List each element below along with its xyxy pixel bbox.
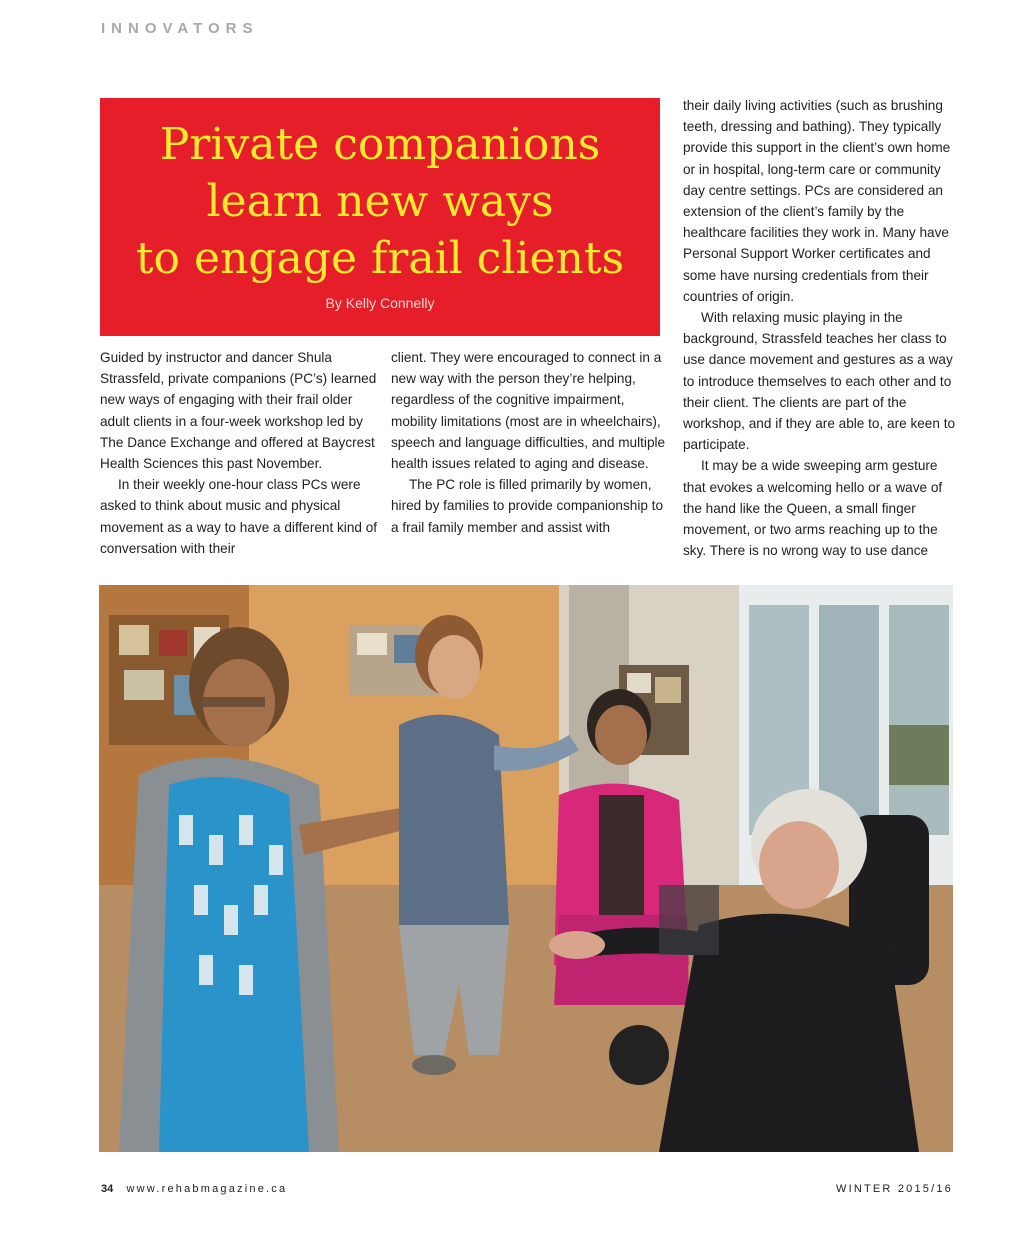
- paragraph: The PC role is filled primarily by women, hired by families to provide companionship to a frail family member and assist with: [391, 477, 664, 535]
- title-line-3: to engage frail clients: [135, 233, 625, 284]
- section-label: INNOVATORS: [101, 20, 259, 37]
- paragraph: their daily living activities (such as brushing teeth, dressing and bathing). They typically provide this support in the client’s own home or in hospital, long-term care or community day centre settings. PCs are considered an extension of the client’s family by the healthcare facilities they work in. Many have Personal Support Worker certificates and some have nursing credentials from their countries of origin.: [683, 98, 951, 304]
- title-box: [100, 98, 660, 336]
- paragraph: With relaxing music playing in the background, Strassfeld teaches her class to use dance movement and gestures as a way to introduce themselves to each other and to their client. The clients are part of the workshop, and if they are able to, are keen to participate.: [683, 310, 956, 453]
- article-title: [100, 98, 660, 287]
- page-number: 34: [101, 1183, 114, 1195]
- paragraph: Guided by instructor and dancer Shula Strassfeld, private companions (PC’s) learned new ways of engaging with their frail older adult clients in a four-week workshop led by The Dance Exchange and offered at Baycrest Health Sciences this past November.: [100, 350, 377, 472]
- title-line-1: Private companions: [159, 119, 601, 170]
- footer-issue: WINTER 2015/16: [835, 1183, 953, 1195]
- photo-illustration: [99, 585, 953, 1152]
- text-column-3: [683, 95, 963, 561]
- text-column-2: [391, 347, 671, 538]
- title-line-2: learn new ways: [206, 176, 554, 227]
- text-column-1: [100, 347, 380, 559]
- paragraph: client. They were encouraged to connect in a new way with the person they’re helping, regardless of the cognitive impairment, mobility limitations (most are in wheelchairs), speech and language difficulties, and multiple health issues related to aging and disease.: [391, 350, 666, 472]
- paragraph: It may be a wide sweeping arm gesture that evokes a welcoming hello or a wave of the hand like the Queen, a small finger movement, or two arms reaching up to the sky. There is no wrong way to use dance: [683, 458, 943, 559]
- article-photo: [99, 585, 953, 1152]
- footer-left: [101, 1183, 287, 1195]
- paragraph: In their weekly one-hour class PCs were asked to think about music and physical movement as a way to have a different kind of conversation with their: [100, 477, 378, 556]
- byline: By Kelly Connelly: [325, 295, 435, 311]
- footer-url: www.rehabmagazine.ca: [126, 1183, 288, 1195]
